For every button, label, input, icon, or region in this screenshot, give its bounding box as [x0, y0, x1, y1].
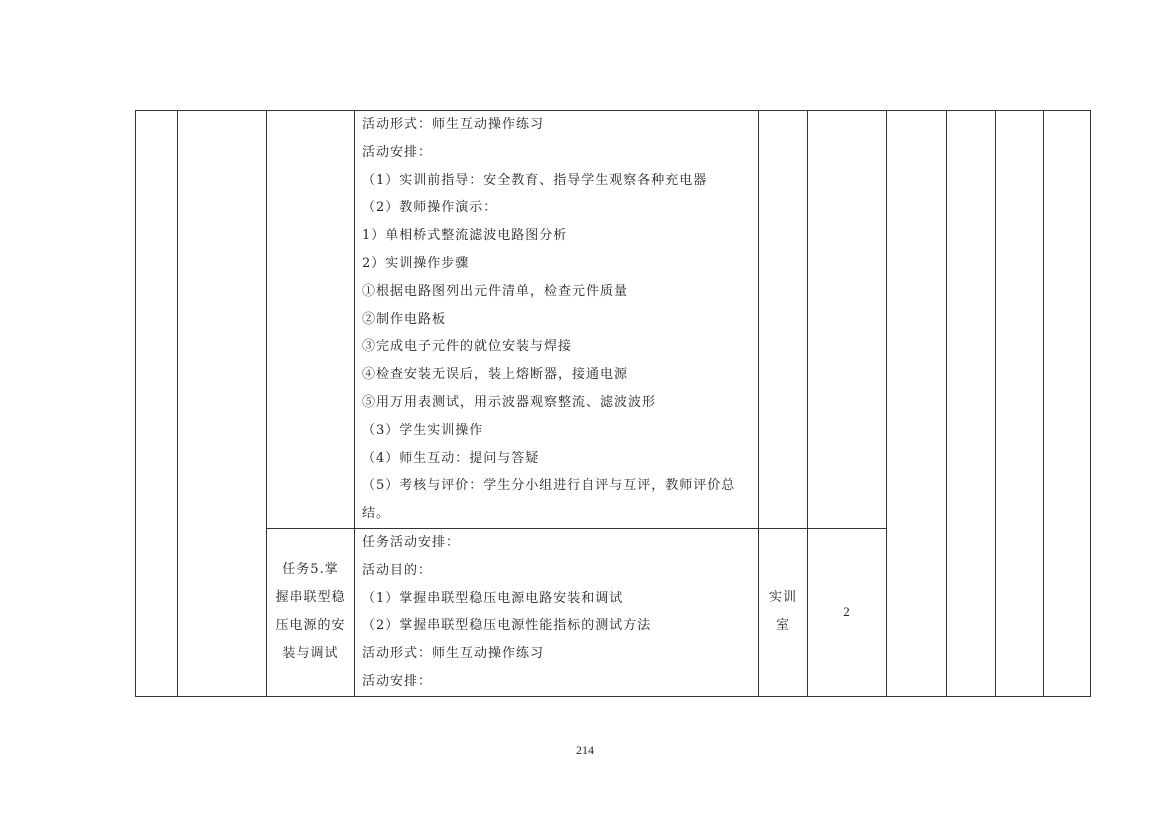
extra-cell-3 [996, 111, 1044, 697]
task5-title-line: 任务5.掌 [282, 562, 339, 578]
task5-activity-line: （1）掌握串联型稳压电源电路安装和调试 [362, 590, 624, 606]
activity-content-cell [355, 111, 759, 529]
activity-lines [355, 111, 758, 528]
task5-content-cell [355, 529, 759, 697]
activity-line: ②制作电路板 [362, 311, 447, 327]
task-name-cell [267, 111, 355, 529]
activity-line: 结。 [362, 506, 391, 522]
task5-activity-lines [355, 529, 758, 696]
course-plan-table [135, 110, 1091, 697]
activity-line: ③完成电子元件的就位安装与焊接 [362, 339, 573, 355]
task5-title-line: 握串联型稳 [275, 590, 346, 606]
task5-hours: 2 [843, 604, 851, 620]
activity-line: （4）师生互动：提问与答疑 [362, 450, 540, 466]
page-number: 214 [576, 743, 594, 757]
task5-activity-line: 活动目的： [362, 562, 433, 578]
task5-activity-line: 活动安排： [362, 673, 433, 689]
task5-title-cell [267, 529, 355, 697]
task5-venue-line: 室 [775, 618, 790, 634]
activity-line: ①根据电路图列出元件清单，检查元件质量 [362, 283, 629, 299]
task5-activity-line: 活动形式：师生互动操作练习 [362, 646, 545, 662]
task5-venue-cell [759, 529, 808, 697]
task5-title [267, 556, 354, 668]
table-row [136, 111, 1091, 529]
extra-cell-1 [887, 111, 947, 697]
task5-activity-line: 任务活动安排： [362, 535, 461, 550]
activity-line: 1）单相桥式整流滤波电路图分析 [362, 228, 568, 244]
activity-line: 活动形式：师生互动操作练习 [362, 117, 545, 132]
activity-line: ④检查安装无误后，装上熔断器，接通电源 [362, 367, 629, 383]
task5-title-line: 压电源的安 [275, 618, 346, 634]
task5-venue-line: 实训 [768, 590, 797, 606]
extra-cell-4 [1044, 111, 1091, 697]
activity-line: 活动安排： [362, 144, 433, 160]
activity-line: （2）教师操作演示： [362, 200, 498, 216]
task5-activity-line: （2）掌握串联型稳压电源性能指标的测试方法 [362, 618, 652, 634]
module-number-cell [136, 111, 178, 697]
activity-line: 2）实训操作步骤 [362, 255, 470, 271]
activity-line: ⑤用万用表测试，用示波器观察整流、滤波波形 [362, 394, 657, 410]
activity-line: （5）考核与评价：学生分小组进行自评与互评，教师评价总 [362, 478, 736, 494]
activity-line: （3）学生实训操作 [362, 422, 484, 438]
task5-hours-cell [808, 529, 887, 697]
module-name-cell [178, 111, 267, 697]
hours-cell [808, 111, 887, 529]
task5-venue [759, 584, 807, 640]
venue-cell [759, 111, 808, 529]
task5-title-line: 装与调试 [282, 646, 339, 662]
extra-cell-2 [947, 111, 996, 697]
activity-line: （1）实训前指导：安全教育、指导学生观察各种充电器 [362, 172, 708, 188]
